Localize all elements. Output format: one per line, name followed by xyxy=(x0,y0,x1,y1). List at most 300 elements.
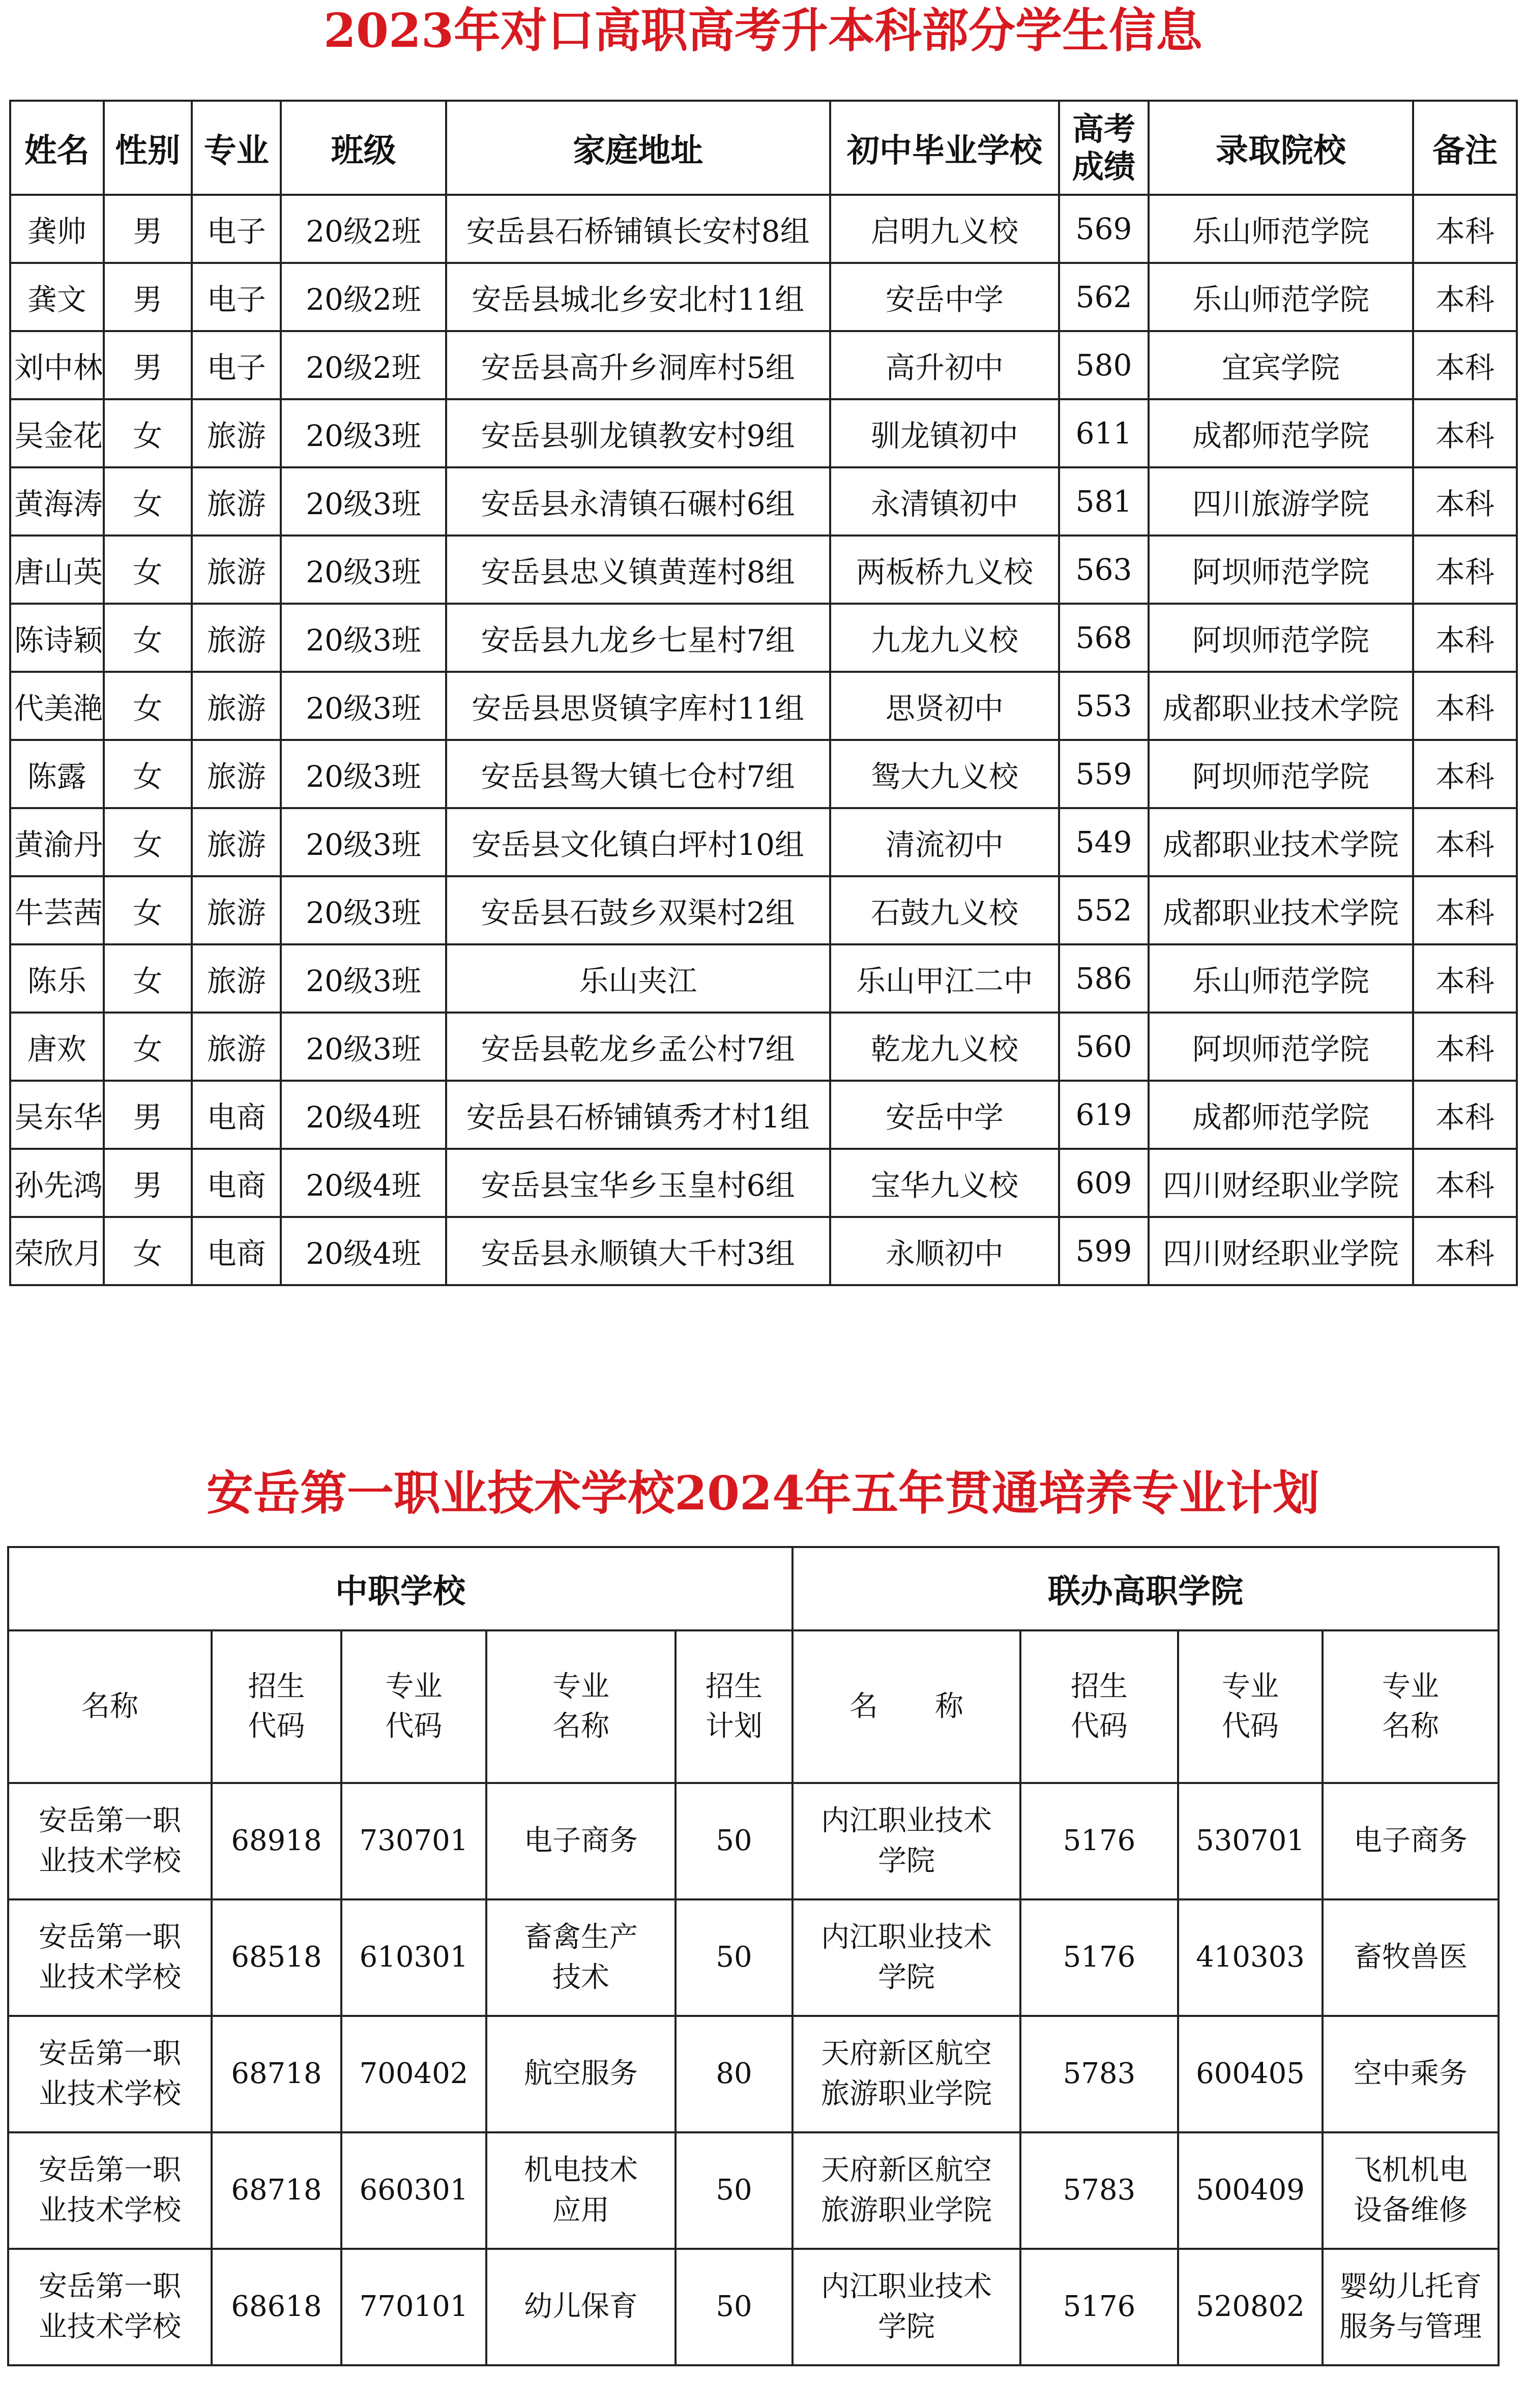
college-cell: 阿坝师范学院 xyxy=(1149,604,1413,672)
name-cell: 黄海涛 xyxy=(10,467,104,536)
college-enroll-code-cell xyxy=(1020,2249,1178,2365)
major-name-cell xyxy=(486,1899,676,2016)
name-cell: 唐欢 xyxy=(10,1013,104,1081)
college-name-cell xyxy=(793,1899,1020,2016)
major-cell: 旅游 xyxy=(192,1013,281,1081)
cell-line: 68918 xyxy=(231,1824,322,1858)
major-code-cell xyxy=(341,2016,486,2132)
header-line: 专业 xyxy=(552,1670,609,1703)
cell-line: 飞机机电 xyxy=(1354,2154,1468,2187)
cell-line: 业技术学校 xyxy=(39,2077,181,2110)
name-cell: 陈诗颖 xyxy=(10,604,104,672)
major-cell: 电商 xyxy=(192,1081,281,1149)
col-college-major-name-header xyxy=(1323,1630,1499,1783)
college-cell: 成都职业技术学院 xyxy=(1149,672,1413,740)
address-cell: 安岳县文化镇白坪村10组 xyxy=(446,808,830,876)
table1-title: 2023年对口高职高考升本科部分学生信息 xyxy=(323,3,1203,58)
gender-cell: 女 xyxy=(104,944,192,1013)
table2-title: 安岳第一职业技术学校2024年五年贯通培养专业计划 xyxy=(206,1466,1320,1521)
score-cell: 609 xyxy=(1059,1149,1148,1217)
cell-line: 应用 xyxy=(552,2193,609,2227)
gender-cell: 女 xyxy=(104,604,192,672)
gender-cell: 男 xyxy=(104,195,192,263)
name-cell: 龚帅 xyxy=(10,195,104,263)
col-college-header: 录取院校 xyxy=(1149,101,1413,195)
name-cell: 荣欣月 xyxy=(10,1217,104,1285)
address-cell: 安岳县乾龙乡孟公村7组 xyxy=(446,1013,830,1081)
remark-cell: 本科 xyxy=(1413,1081,1517,1149)
cell-line: 婴幼儿托育 xyxy=(1339,2270,1482,2304)
gender-cell: 男 xyxy=(104,1149,192,1217)
cell-line: 68518 xyxy=(231,1941,322,1974)
middle-school-cell: 永清镇初中 xyxy=(830,467,1060,536)
score-cell: 580 xyxy=(1059,331,1148,399)
class-cell: 20级3班 xyxy=(281,876,446,944)
college-major-code-cell xyxy=(1178,1783,1323,1899)
col-address-header: 家庭地址 xyxy=(446,101,830,195)
table-row xyxy=(10,944,1517,1013)
cell-line: 610301 xyxy=(359,1941,468,1974)
college-major-name-cell xyxy=(1323,2132,1499,2249)
remark-cell: 本科 xyxy=(1413,1149,1517,1217)
cell-line: 电子商务 xyxy=(1354,1824,1468,1858)
address-cell: 安岳县永顺镇大千村3组 xyxy=(446,1217,830,1285)
cell-line: 技术 xyxy=(552,1960,609,1994)
header-line: 代码 xyxy=(1222,1710,1279,1743)
major-cell: 电子 xyxy=(192,263,281,331)
college-cell: 阿坝师范学院 xyxy=(1149,1013,1413,1081)
name-cell: 孙先鸿 xyxy=(10,1149,104,1217)
address-cell: 乐山夹江 xyxy=(446,944,830,1013)
college-cell: 乐山师范学院 xyxy=(1149,263,1413,331)
cell-line: 50 xyxy=(716,2290,752,2324)
col-enroll-code-header xyxy=(212,1630,341,1783)
cell-line: 安岳第一职 xyxy=(39,2037,181,2071)
college-major-code-cell xyxy=(1178,1899,1323,2016)
cell-line: 旅游职业学院 xyxy=(821,2193,992,2227)
col-major-name-header xyxy=(486,1630,676,1783)
class-cell: 20级3班 xyxy=(281,399,446,467)
score-cell: 611 xyxy=(1059,399,1148,467)
cell-line: 内江职业技术 xyxy=(821,2270,992,2304)
score-cell: 559 xyxy=(1059,740,1148,808)
major-name-cell xyxy=(486,2132,676,2249)
college-major-name-cell xyxy=(1323,2249,1499,2365)
middle-school-cell: 高升初中 xyxy=(830,331,1060,399)
college-cell: 阿坝师范学院 xyxy=(1149,536,1413,604)
header-line: 招生 xyxy=(1071,1670,1128,1703)
college-major-name-cell xyxy=(1323,2016,1499,2132)
remark-cell: 本科 xyxy=(1413,808,1517,876)
major-cell: 旅游 xyxy=(192,740,281,808)
secondary-school-group-header: 中职学校 xyxy=(8,1547,793,1630)
college-cell: 四川财经职业学院 xyxy=(1149,1217,1413,1285)
col-major-header: 专业 xyxy=(192,101,281,195)
college-cell: 成都职业技术学院 xyxy=(1149,876,1413,944)
name-cell: 刘中林 xyxy=(10,331,104,399)
remark-cell: 本科 xyxy=(1413,331,1517,399)
class-cell: 20级2班 xyxy=(281,263,446,331)
cell-line: 安岳第一职 xyxy=(39,2270,181,2304)
score-cell: 553 xyxy=(1059,672,1148,740)
middle-school-cell: 九龙九义校 xyxy=(830,604,1060,672)
major-cell: 电商 xyxy=(192,1149,281,1217)
cell-line: 天府新区航空 xyxy=(821,2037,992,2071)
cell-line: 660301 xyxy=(359,2174,468,2207)
cell-line: 业技术学校 xyxy=(39,1844,181,1878)
table-row xyxy=(10,331,1517,399)
col-college-enroll-code-header xyxy=(1020,1630,1178,1783)
middle-school-cell: 两板桥九义校 xyxy=(830,536,1060,604)
cell-line: 5176 xyxy=(1063,2290,1136,2324)
cell-line: 畜牧兽医 xyxy=(1354,1941,1468,1974)
remark-cell: 本科 xyxy=(1413,467,1517,536)
enroll-code-cell xyxy=(212,2249,341,2365)
name-cell: 龚文 xyxy=(10,263,104,331)
cell-line: 电子商务 xyxy=(524,1824,638,1858)
gender-cell: 女 xyxy=(104,467,192,536)
college-major-code-cell xyxy=(1178,2016,1323,2132)
name-cell xyxy=(8,1899,212,2016)
college-enroll-code-cell xyxy=(1020,1783,1178,1899)
cell-line: 50 xyxy=(716,1824,752,1858)
cell-line: 畜禽生产 xyxy=(524,1921,638,1954)
class-cell: 20级3班 xyxy=(281,467,446,536)
enroll-plan-cell xyxy=(676,1783,793,1899)
remark-cell: 本科 xyxy=(1413,1217,1517,1285)
name-cell xyxy=(8,2132,212,2249)
cell-line: 设备维修 xyxy=(1354,2193,1468,2227)
middle-school-cell: 石鼓九义校 xyxy=(830,876,1060,944)
header-line: 招生 xyxy=(706,1670,763,1703)
cell-line: 业技术学校 xyxy=(39,2193,181,2227)
middle-school-cell: 安岳中学 xyxy=(830,263,1060,331)
college-cell: 成都师范学院 xyxy=(1149,1081,1413,1149)
col-remark-header: 备注 xyxy=(1413,101,1517,195)
major-name-cell xyxy=(486,1783,676,1899)
middle-school-cell: 乾龙九义校 xyxy=(830,1013,1060,1081)
header-line: 名称 xyxy=(552,1710,609,1743)
cell-line: 50 xyxy=(716,2174,752,2207)
college-cell: 成都师范学院 xyxy=(1149,399,1413,467)
college-cell: 乐山师范学院 xyxy=(1149,944,1413,1013)
col-gender-header: 性别 xyxy=(104,101,192,195)
address-cell: 安岳县思贤镇字库村11组 xyxy=(446,672,830,740)
table-row xyxy=(10,604,1517,672)
gender-cell: 女 xyxy=(104,1217,192,1285)
cell-line: 服务与管理 xyxy=(1339,2310,1482,2343)
major-cell: 旅游 xyxy=(192,672,281,740)
college-major-name-cell xyxy=(1323,1783,1499,1899)
header-line: 专业 xyxy=(1222,1670,1279,1703)
class-cell: 20级2班 xyxy=(281,195,446,263)
middle-school-cell: 启明九义校 xyxy=(830,195,1060,263)
name-cell: 吴东华 xyxy=(10,1081,104,1149)
table-row xyxy=(10,467,1517,536)
cell-line: 770101 xyxy=(359,2290,468,2324)
header-line: 名称 xyxy=(1382,1710,1440,1743)
enroll-code-cell xyxy=(212,1783,341,1899)
cell-line: 天府新区航空 xyxy=(821,2154,992,2187)
class-cell: 20级3班 xyxy=(281,536,446,604)
name-cell: 代美滟 xyxy=(10,672,104,740)
cell-line: 500409 xyxy=(1196,2174,1305,2207)
college-name-cell xyxy=(793,2016,1020,2132)
enroll-plan-cell xyxy=(676,2016,793,2132)
score-cell: 581 xyxy=(1059,467,1148,536)
address-cell: 安岳县忠义镇黄莲村8组 xyxy=(446,536,830,604)
col-name-header: 姓名 xyxy=(10,101,104,195)
header-line: 计划 xyxy=(706,1710,763,1743)
major-code-cell xyxy=(341,2132,486,2249)
table-row xyxy=(10,536,1517,604)
college-cell: 成都职业技术学院 xyxy=(1149,808,1413,876)
name-cell: 陈乐 xyxy=(10,944,104,1013)
gender-cell: 女 xyxy=(104,672,192,740)
table-row xyxy=(10,672,1517,740)
gender-cell: 女 xyxy=(104,536,192,604)
score-header-line1: 高考 xyxy=(1072,110,1136,148)
middle-school-cell: 清流初中 xyxy=(830,808,1060,876)
score-cell: 586 xyxy=(1059,944,1148,1013)
cell-line: 5783 xyxy=(1063,2174,1136,2207)
cell-line: 520802 xyxy=(1196,2290,1305,2324)
name-cell: 吴金花 xyxy=(10,399,104,467)
college-enroll-code-cell xyxy=(1020,1899,1178,2016)
header-line: 专业 xyxy=(1382,1670,1440,1703)
major-cell: 旅游 xyxy=(192,536,281,604)
cell-line: 内江职业技术 xyxy=(821,1921,992,1954)
table-row xyxy=(10,808,1517,876)
name-cell xyxy=(8,2249,212,2365)
enroll-code-cell xyxy=(212,1899,341,2016)
gender-cell: 女 xyxy=(104,1013,192,1081)
class-cell: 20级3班 xyxy=(281,944,446,1013)
col-major-code-header xyxy=(341,1630,486,1783)
cell-line: 410303 xyxy=(1196,1941,1305,1974)
cell-line: 旅游职业学院 xyxy=(821,2077,992,2110)
score-cell: 549 xyxy=(1059,808,1148,876)
class-cell: 20级3班 xyxy=(281,672,446,740)
table-row xyxy=(10,1149,1517,1217)
cell-line: 700402 xyxy=(359,2057,468,2091)
remark-cell: 本科 xyxy=(1413,740,1517,808)
gender-cell: 女 xyxy=(104,876,192,944)
col-college-name-header xyxy=(793,1630,1020,1783)
table-row xyxy=(10,195,1517,263)
table-row xyxy=(8,2132,1499,2249)
name-cell: 陈露 xyxy=(10,740,104,808)
class-cell: 20级4班 xyxy=(281,1081,446,1149)
remark-cell: 本科 xyxy=(1413,672,1517,740)
major-code-cell xyxy=(341,1783,486,1899)
college-major-name-cell xyxy=(1323,1899,1499,2016)
major-code-cell xyxy=(341,2249,486,2365)
program-plan-table xyxy=(7,1546,1500,2366)
college-major-code-cell xyxy=(1178,2132,1323,2249)
cell-line: 幼儿保育 xyxy=(524,2290,638,2324)
remark-cell: 本科 xyxy=(1413,1013,1517,1081)
score-cell: 563 xyxy=(1059,536,1148,604)
gender-cell: 女 xyxy=(104,740,192,808)
major-cell: 电子 xyxy=(192,195,281,263)
enroll-code-cell xyxy=(212,2016,341,2132)
enroll-plan-cell xyxy=(676,1899,793,2016)
admission-table xyxy=(9,100,1518,1286)
cell-line: 50 xyxy=(716,1941,752,1974)
enroll-plan-cell xyxy=(676,2132,793,2249)
college-enroll-code-cell xyxy=(1020,2016,1178,2132)
table-row xyxy=(8,2016,1499,2132)
college-cell: 四川旅游学院 xyxy=(1149,467,1413,536)
address-cell: 安岳县石桥铺镇秀才村1组 xyxy=(446,1081,830,1149)
cell-line: 内江职业技术 xyxy=(821,1804,992,1838)
header-line: 专业 xyxy=(385,1670,443,1703)
score-cell: 569 xyxy=(1059,195,1148,263)
enroll-code-cell xyxy=(212,2132,341,2249)
college-name-cell xyxy=(793,2249,1020,2365)
cell-line: 安岳第一职 xyxy=(39,2154,181,2187)
remark-cell: 本科 xyxy=(1413,399,1517,467)
address-cell: 安岳县九龙乡七星村7组 xyxy=(446,604,830,672)
gender-cell: 男 xyxy=(104,331,192,399)
address-cell: 安岳县城北乡安北村11组 xyxy=(446,263,830,331)
cell-line: 机电技术 xyxy=(524,2154,638,2187)
remark-cell: 本科 xyxy=(1413,944,1517,1013)
score-cell: 568 xyxy=(1059,604,1148,672)
cell-line: 68718 xyxy=(231,2057,322,2091)
major-cell: 旅游 xyxy=(192,604,281,672)
college-major-code-cell xyxy=(1178,2249,1323,2365)
cell-line: 600405 xyxy=(1196,2057,1305,2091)
class-cell: 20级3班 xyxy=(281,740,446,808)
class-cell: 20级3班 xyxy=(281,604,446,672)
header-line: 代码 xyxy=(248,1710,305,1743)
cell-line: 安岳第一职 xyxy=(39,1804,181,1838)
middle-school-cell: 安岳中学 xyxy=(830,1081,1060,1149)
partner-college-group-header: 联办高职学院 xyxy=(793,1547,1499,1630)
cell-line: 5176 xyxy=(1063,1941,1136,1974)
cell-line: 80 xyxy=(716,2057,752,2091)
score-cell: 619 xyxy=(1059,1081,1148,1149)
name-cell: 牛芸茜 xyxy=(10,876,104,944)
header-line: 代码 xyxy=(385,1710,443,1743)
enroll-plan-cell xyxy=(676,2249,793,2365)
cell-line: 学院 xyxy=(878,2310,935,2343)
score-cell: 560 xyxy=(1059,1013,1148,1081)
major-cell: 电子 xyxy=(192,331,281,399)
major-code-cell xyxy=(341,1899,486,2016)
score-cell: 562 xyxy=(1059,263,1148,331)
header-line: 招生 xyxy=(248,1670,305,1703)
gender-cell: 男 xyxy=(104,263,192,331)
cell-line: 68618 xyxy=(231,2290,322,2324)
score-cell: 552 xyxy=(1059,876,1148,944)
address-cell: 安岳县鸳大镇七仓村7组 xyxy=(446,740,830,808)
cell-line: 68718 xyxy=(231,2174,322,2207)
table-row xyxy=(10,876,1517,944)
name-cell xyxy=(8,1783,212,1899)
table1-header-row xyxy=(10,101,1517,195)
score-cell: 599 xyxy=(1059,1217,1148,1285)
cell-line: 5176 xyxy=(1063,1824,1136,1858)
major-cell: 旅游 xyxy=(192,467,281,536)
table-row xyxy=(10,1217,1517,1285)
header-line: 名称 xyxy=(81,1689,138,1723)
college-cell: 四川财经职业学院 xyxy=(1149,1149,1413,1217)
major-cell: 电商 xyxy=(192,1217,281,1285)
score-header-line2: 成绩 xyxy=(1072,147,1136,185)
address-cell: 安岳县高升乡洞库村5组 xyxy=(446,331,830,399)
cell-line: 航空服务 xyxy=(524,2057,638,2091)
col-enroll-plan-header xyxy=(676,1630,793,1783)
middle-school-cell: 鸳大九义校 xyxy=(830,740,1060,808)
college-name-cell xyxy=(793,1783,1020,1899)
address-cell: 安岳县驯龙镇教安村9组 xyxy=(446,399,830,467)
remark-cell: 本科 xyxy=(1413,263,1517,331)
table-row xyxy=(10,740,1517,808)
address-cell: 安岳县石鼓乡双渠村2组 xyxy=(446,876,830,944)
cell-line: 业技术学校 xyxy=(39,1960,181,1994)
header-line: 代码 xyxy=(1071,1710,1128,1743)
cell-line: 空中乘务 xyxy=(1354,2057,1468,2091)
college-cell: 阿坝师范学院 xyxy=(1149,740,1413,808)
table-row xyxy=(10,399,1517,467)
college-enroll-code-cell xyxy=(1020,2132,1178,2249)
middle-school-cell: 乐山甲江二中 xyxy=(830,944,1060,1013)
col-middle-school-header: 初中毕业学校 xyxy=(830,101,1060,195)
remark-cell: 本科 xyxy=(1413,876,1517,944)
gender-cell: 男 xyxy=(104,1081,192,1149)
col-name-header xyxy=(8,1630,212,1783)
class-cell: 20级4班 xyxy=(281,1217,446,1285)
gender-cell: 女 xyxy=(104,399,192,467)
middle-school-cell: 宝华九义校 xyxy=(830,1149,1060,1217)
table-row xyxy=(8,2249,1499,2365)
col-class-header: 班级 xyxy=(281,101,446,195)
table-row xyxy=(10,263,1517,331)
college-name-cell xyxy=(793,2132,1020,2249)
table-row xyxy=(8,1899,1499,2016)
major-cell: 旅游 xyxy=(192,876,281,944)
gender-cell: 女 xyxy=(104,808,192,876)
cell-line: 学院 xyxy=(878,1960,935,1994)
address-cell: 安岳县石桥铺镇长安村8组 xyxy=(446,195,830,263)
table-row xyxy=(10,1013,1517,1081)
table-row xyxy=(10,1081,1517,1149)
major-cell: 旅游 xyxy=(192,808,281,876)
class-cell: 20级3班 xyxy=(281,808,446,876)
cell-line: 730701 xyxy=(359,1824,468,1858)
header-line: 名 称 xyxy=(849,1689,964,1723)
remark-cell: 本科 xyxy=(1413,604,1517,672)
col-college-major-code-header xyxy=(1178,1630,1323,1783)
class-cell: 20级4班 xyxy=(281,1149,446,1217)
remark-cell: 本科 xyxy=(1413,536,1517,604)
name-cell: 黄渝丹 xyxy=(10,808,104,876)
cell-line: 530701 xyxy=(1196,1824,1305,1858)
cell-line: 5783 xyxy=(1063,2057,1136,2091)
middle-school-cell: 驯龙镇初中 xyxy=(830,399,1060,467)
major-name-cell xyxy=(486,2016,676,2132)
class-cell: 20级2班 xyxy=(281,331,446,399)
name-cell xyxy=(8,2016,212,2132)
cell-line: 业技术学校 xyxy=(39,2310,181,2343)
name-cell: 唐山英 xyxy=(10,536,104,604)
major-name-cell xyxy=(486,2249,676,2365)
cell-line: 安岳第一职 xyxy=(39,1921,181,1954)
address-cell: 安岳县永清镇石碾村6组 xyxy=(446,467,830,536)
